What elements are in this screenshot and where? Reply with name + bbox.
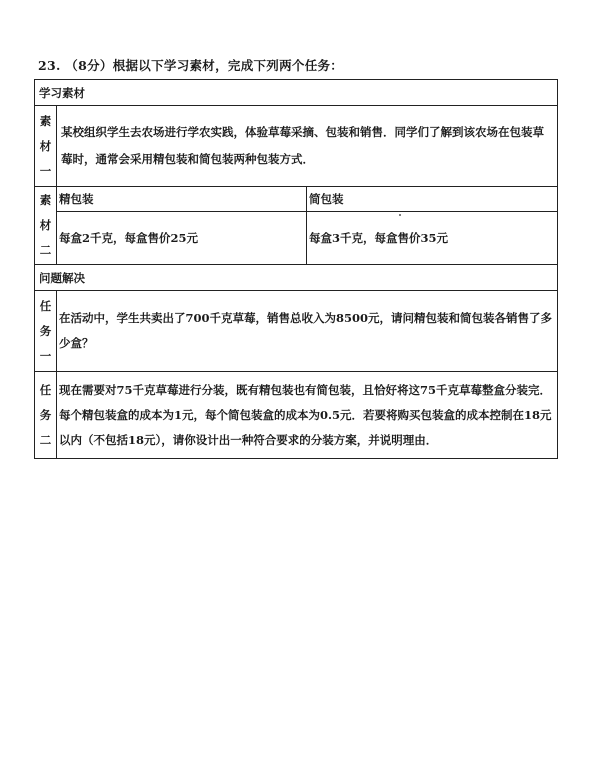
material-one-label: 素 材 一: [35, 106, 57, 187]
material-two-detail-row: [35, 212, 558, 265]
task-one-label: 任 务 一: [35, 291, 57, 372]
material-one-row: [35, 106, 558, 187]
material-two-header-row: [35, 187, 558, 212]
task-one-row: [35, 291, 558, 372]
problems-heading: 问题解决: [35, 265, 558, 291]
materials-heading-row: [35, 80, 558, 106]
materials-heading: 学习素材: [35, 80, 558, 106]
task-one-text: 在活动中，学生共卖出了700千克草莓，销售总收入为8500元，请问精包装和简包装各销售了多少盒？: [57, 291, 558, 372]
fine-package-title: 精包装: [57, 187, 307, 212]
material-one-text: 某校组织学生去农场进行学农实践，体验草莓采摘、包装和销售．同学们了解到该农场在包装草莓时，通常会采用精包装和简包装两种包装方式．: [57, 106, 558, 187]
fine-package-text: 每盒2千克，每盒售价25元: [57, 212, 307, 265]
question-title: 23. （8分）根据以下学习素材，完成下列两个任务：: [38, 58, 344, 73]
simple-package-text: 每盒3千克，每盒售价35元: [307, 212, 558, 265]
material-two-label: 素 材 二: [35, 187, 57, 265]
scan-speck: [399, 214, 401, 216]
task-two-row: [35, 372, 558, 459]
problems-heading-row: [35, 265, 558, 291]
task-table: [34, 79, 558, 459]
task-two-text: 现在需要对75千克草莓进行分装，既有精包装也有简包装，且恰好将这75千克草莓整盒分装完．每个精包装盒的成本为1元，每个简包装盒的成本为0.5元．若要将购买包装盒的成本控制在18元以内（不包括18元），请你设计出一种符合要求的分装方案，并说明理由．: [57, 372, 558, 459]
simple-package-title: 简包装: [307, 187, 558, 212]
task-two-label: 任 务 二: [35, 372, 57, 459]
